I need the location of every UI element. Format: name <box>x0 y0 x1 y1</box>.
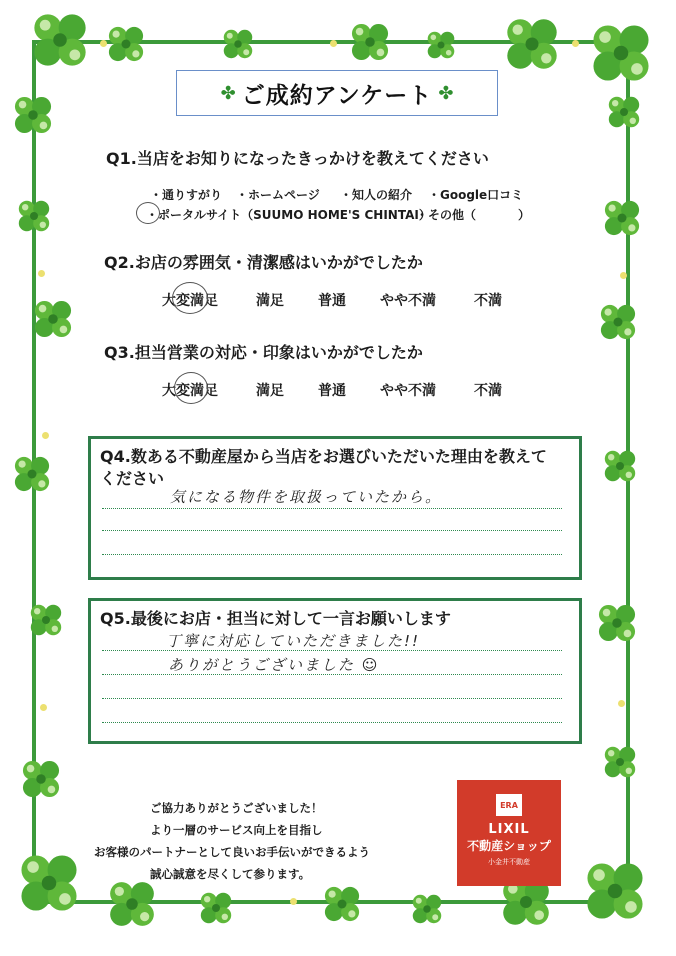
q1-option-referral[interactable]: ・知人の紹介 <box>340 188 413 202</box>
q3-question: Q3.担当営業の対応・印象はいかがでしたか <box>104 343 423 362</box>
clover-icon: ✤ <box>220 82 236 104</box>
clover-icon <box>14 196 54 236</box>
q1-option-other-close: ） <box>518 208 531 222</box>
q3-rating-somewhat-dissatisfied[interactable]: やや不満 <box>380 383 436 399</box>
q3-selection-circle <box>174 372 208 404</box>
thanks-line-1: ご協力ありがとうございました！ <box>150 801 323 815</box>
yellow-dot <box>620 272 627 279</box>
clover-icon <box>580 856 650 926</box>
q2-selection-circle <box>172 282 208 314</box>
q2-question: Q2.お店の雰囲気・清潔感はいかがでしたか <box>104 253 423 272</box>
q1-option-homepage[interactable]: ・ホームページ <box>236 188 320 202</box>
clover-icon <box>600 742 640 782</box>
clover-icon <box>218 24 258 64</box>
clover-icon <box>196 888 236 928</box>
yellow-dot <box>572 40 579 47</box>
q2-rating-somewhat-dissatisfied[interactable]: やや不満 <box>380 293 436 309</box>
clover-icon <box>10 452 54 496</box>
clover-icon <box>604 92 644 132</box>
yellow-dot <box>42 432 49 439</box>
thanks-line-2: より一層のサービス向上を目指し <box>150 823 323 837</box>
q3-rating-neutral[interactable]: 普通 <box>318 383 346 399</box>
q3-rating-very-satisfied[interactable]: 大変満足 <box>162 383 218 399</box>
q1-option-passing[interactable]: ・通りすがり <box>150 188 223 202</box>
clover-icon <box>14 848 84 918</box>
q4-answer-line <box>102 508 562 509</box>
yellow-dot <box>290 898 297 905</box>
clover-icon <box>346 18 394 66</box>
q4-answer-line <box>102 554 562 555</box>
q3-rating-satisfied[interactable]: 満足 <box>256 383 284 399</box>
clover-icon <box>30 296 76 342</box>
q4-answer-line <box>102 530 562 531</box>
q2-rating-satisfied[interactable]: 満足 <box>256 293 284 309</box>
clover-icon <box>320 882 364 926</box>
yellow-dot <box>100 40 107 47</box>
q5-answer-line <box>102 698 562 699</box>
q5-answer-line <box>102 674 562 675</box>
logo-company-name: 小金井不動産 <box>488 858 530 866</box>
q4-question-line1: Q4.数ある不動産屋から当店をお選びいただいた理由を教えて <box>100 447 547 466</box>
q1-option-google[interactable]: ・Google口コミ <box>428 188 524 202</box>
clover-icon <box>596 300 640 344</box>
clover-icon <box>422 26 460 64</box>
clover-icon <box>500 12 564 76</box>
page-title: ご成約アンケート <box>241 82 433 109</box>
yellow-dot <box>330 40 337 47</box>
thanks-line-4: 誠心誠意を尽くして参ります。 <box>150 867 311 881</box>
yellow-dot <box>40 704 47 711</box>
clover-icon <box>10 92 56 138</box>
q1-option-other[interactable]: ・その他（ <box>416 208 477 222</box>
clover-icon <box>600 196 644 240</box>
clover-icon <box>28 8 92 72</box>
clover-icon <box>104 22 148 66</box>
q1-selection-circle <box>136 202 160 224</box>
q1-option-portal[interactable]: ・ポータルサイト（SUUMO HOME'S CHINTAI） <box>146 208 431 222</box>
q5-question: Q5.最後にお店・担当に対して一言お願いします <box>100 609 451 628</box>
clover-icon <box>586 18 656 88</box>
title-frame <box>176 70 498 116</box>
clover-icon <box>18 756 64 802</box>
q5-answer-line <box>102 650 562 651</box>
clover-icon <box>104 876 160 932</box>
logo-brand: LIXIL <box>488 822 530 837</box>
clover-icon <box>408 890 446 928</box>
yellow-dot <box>38 270 45 277</box>
clover-icon: ✤ <box>438 82 454 104</box>
q2-rating-very-satisfied[interactable]: 大変満足 <box>162 293 218 309</box>
era-logo-icon: ERA <box>496 794 522 816</box>
thanks-line-3: お客様のパートナーとして良いお手伝いができるよう <box>94 845 370 859</box>
q5-handwritten-answer-line2[interactable]: ありがとうございました ☺ <box>168 656 380 674</box>
q5-answer-line <box>102 722 562 723</box>
yellow-dot <box>618 700 625 707</box>
q4-handwritten-answer[interactable]: 気になる物件を取扱っていたから。 <box>170 488 443 506</box>
clover-icon <box>600 446 640 486</box>
lixil-shop-logo <box>457 780 561 886</box>
clover-icon <box>594 600 640 646</box>
q5-handwritten-answer-line1[interactable]: 丁寧に対応していただきました!! <box>166 632 421 650</box>
logo-shop-name: 不動産ショップ <box>467 839 551 853</box>
q2-rating-dissatisfied[interactable]: 不満 <box>474 293 502 309</box>
clover-icon <box>26 600 66 640</box>
q4-question-line2: ください <box>100 469 165 488</box>
q2-rating-neutral[interactable]: 普通 <box>318 293 346 309</box>
q1-question: Q1.当店をお知りになったきっかけを教えてください <box>106 149 489 168</box>
q3-rating-dissatisfied[interactable]: 不満 <box>474 383 502 399</box>
